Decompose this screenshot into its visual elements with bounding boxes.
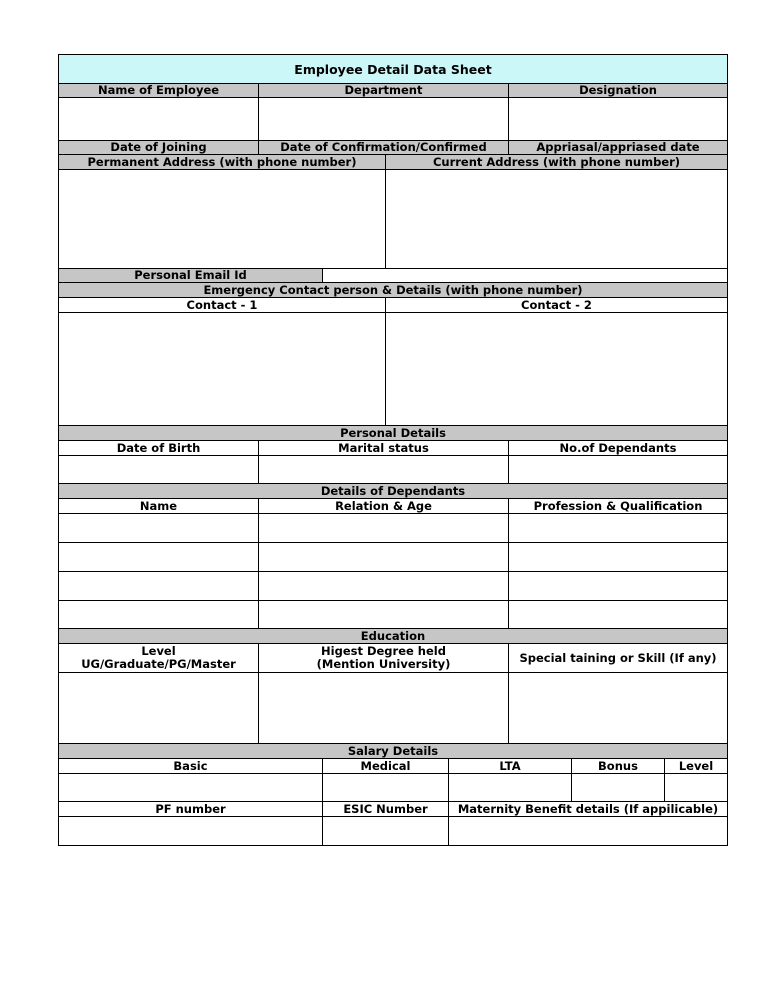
salary-level-label: Level [664,758,728,774]
lta-field[interactable] [448,773,572,802]
pf-number-label: PF number [58,801,323,817]
employee-name-field[interactable] [58,97,259,141]
education-level-line2: UG/Graduate/PG/Master [81,657,236,671]
personal-details-header: Personal Details [58,425,728,441]
highest-degree-line1: Higest Degree held [321,644,446,658]
dependant-3-profession-field[interactable] [508,571,728,601]
contact-1-field[interactable] [58,312,386,426]
education-level-field[interactable] [58,672,259,744]
esic-number-label: ESIC Number [322,801,449,817]
permanent-address-field[interactable] [58,169,386,269]
marital-status-label: Marital status [258,440,509,456]
contact-2-label: Contact - 2 [385,297,728,313]
no-of-dependants-label: No.of Dependants [508,440,728,456]
dependant-1-name-field[interactable] [58,513,259,543]
esic-number-field[interactable] [322,816,449,846]
special-skill-label: Special taining or Skill (If any) [508,643,728,673]
highest-degree-label [258,643,509,673]
designation-field[interactable] [508,97,728,141]
date-of-confirmation-label: Date of Confirmation/Confirmed [258,140,509,155]
special-skill-field[interactable] [508,672,728,744]
date-of-birth-label: Date of Birth [58,440,259,456]
dependant-4-relation-field[interactable] [258,600,509,629]
dependant-4-profession-field[interactable] [508,600,728,629]
name-of-employee-label: Name of Employee [58,83,259,98]
highest-degree-line2: (Mention University) [316,657,451,671]
education-level-line1: Level [141,644,176,658]
dependant-3-relation-field[interactable] [258,571,509,601]
personal-email-label: Personal Email Id [58,268,323,283]
dependant-3-name-field[interactable] [58,571,259,601]
salary-level-field[interactable] [664,773,728,802]
employee-detail-sheet [58,54,728,846]
emergency-contact-header: Emergency Contact person & Details (with phone number) [58,282,728,298]
contact-1-label: Contact - 1 [58,297,386,313]
bonus-label: Bonus [571,758,665,774]
dependant-4-name-field[interactable] [58,600,259,629]
dependant-2-name-field[interactable] [58,542,259,572]
dependant-2-relation-field[interactable] [258,542,509,572]
salary-details-header: Salary Details [58,743,728,759]
basic-label: Basic [58,758,323,774]
current-address-field[interactable] [385,169,728,269]
dependant-relation-label: Relation & Age [258,498,509,514]
education-header: Education [58,628,728,644]
personal-email-field[interactable] [322,268,728,283]
designation-label: Designation [508,83,728,98]
permanent-address-label: Permanent Address (with phone number) [58,154,386,170]
bonus-field[interactable] [571,773,665,802]
dependant-1-relation-field[interactable] [258,513,509,543]
marital-status-field[interactable] [258,455,509,484]
medical-label: Medical [322,758,449,774]
medical-field[interactable] [322,773,449,802]
date-of-birth-field[interactable] [58,455,259,484]
department-field[interactable] [258,97,509,141]
maternity-benefit-field[interactable] [448,816,728,846]
department-label: Department [258,83,509,98]
maternity-benefit-label: Maternity Benefit details (If appilicable) [448,801,728,817]
sheet-title: Employee Detail Data Sheet [58,54,728,84]
dependant-2-profession-field[interactable] [508,542,728,572]
education-level-label [58,643,259,673]
no-of-dependants-field[interactable] [508,455,728,484]
dependants-header: Details of Dependants [58,483,728,499]
dependant-1-profession-field[interactable] [508,513,728,543]
highest-degree-field[interactable] [258,672,509,744]
current-address-label: Current Address (with phone number) [385,154,728,170]
dependant-name-label: Name [58,498,259,514]
appraisal-date-label: Appriasal/appriased date [508,140,728,155]
lta-label: LTA [448,758,572,774]
pf-number-field[interactable] [58,816,323,846]
contact-2-field[interactable] [385,312,728,426]
basic-field[interactable] [58,773,323,802]
dependant-profession-label: Profession & Qualification [508,498,728,514]
date-of-joining-label: Date of Joining [58,140,259,155]
